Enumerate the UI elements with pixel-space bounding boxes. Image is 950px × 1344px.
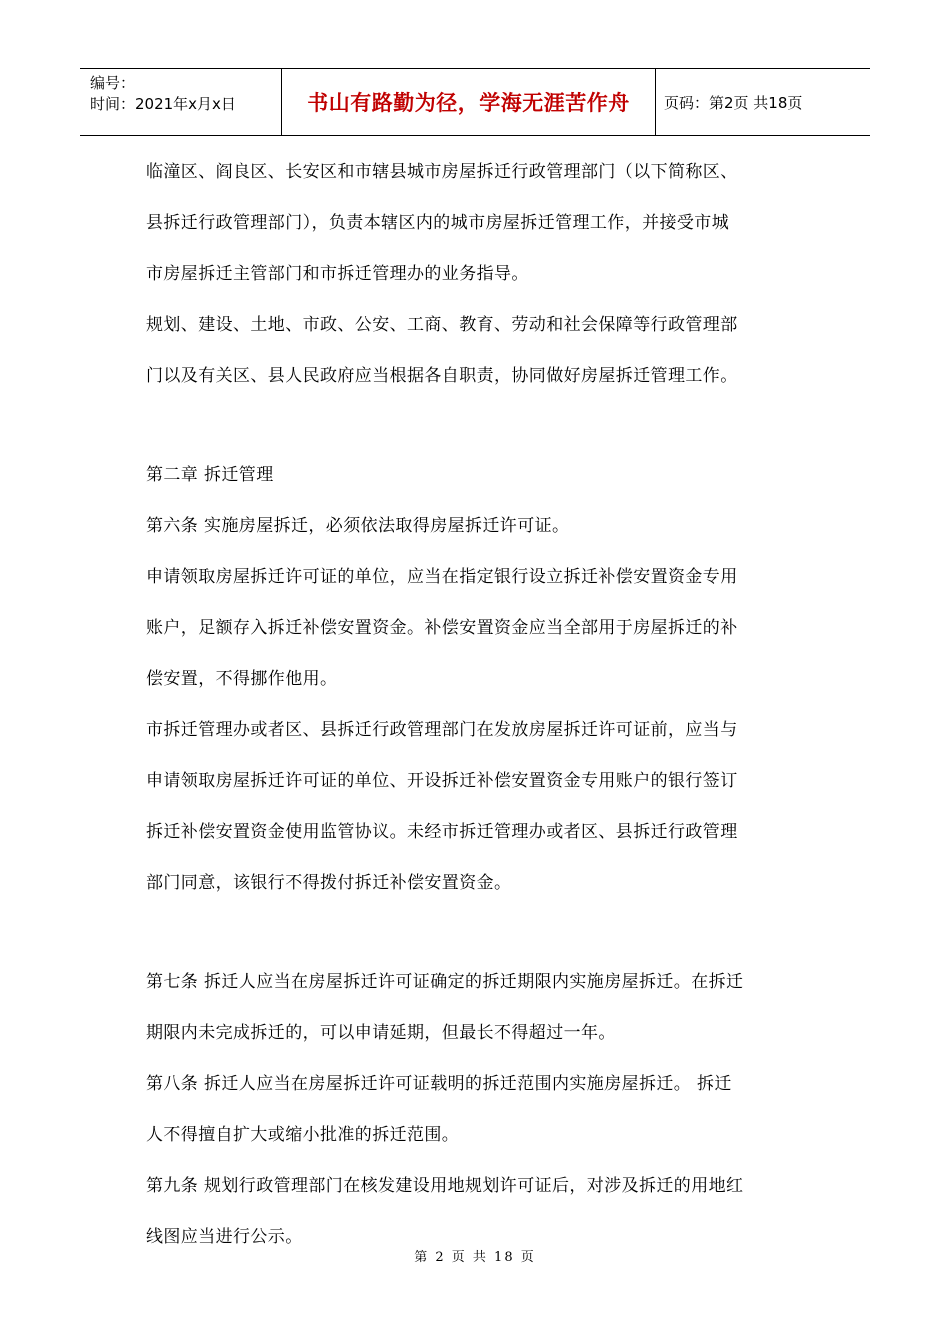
page-header	[80, 68, 870, 136]
body-line: 部门同意，该银行不得拨付拆迁补偿安置资金。	[146, 873, 512, 893]
paragraph-gap	[146, 909, 816, 957]
body-line: 市拆迁管理办或者区、县拆迁行政管理部门在发放房屋拆迁许可证前，应当与	[146, 720, 738, 740]
body-line: 线图应当进行公示。	[146, 1227, 303, 1247]
body-line: 申请领取房屋拆迁许可证的单位、开设拆迁补偿安置资金专用账户的银行签订	[146, 771, 738, 791]
body-line: 临潼区、阎良区、长安区和市辖县城市房屋拆迁行政管理部门（以下简称区、	[146, 162, 738, 182]
header-motto: 书山有路勤为径，学海无涯苦作舟	[282, 69, 656, 135]
article-line: 第六条 实施房屋拆迁，必须依法取得房屋拆迁许可证。	[146, 516, 570, 536]
body-line: 规划、建设、土地、市政、公安、工商、教育、劳动和社会保障等行政管理部	[146, 315, 738, 335]
body-line: 人不得擅自扩大或缩小批准的拆迁范围。	[146, 1125, 460, 1145]
document-date-label: 时间：2021年x月x日	[90, 95, 236, 113]
header-meta	[80, 69, 282, 135]
body-line: 期限内未完成拆迁的，可以申请延期，但最长不得超过一年。	[146, 1023, 616, 1043]
paragraph-gap	[146, 402, 816, 450]
article-line: 第九条 规划行政管理部门在核发建设用地规划许可证后，对涉及拆迁的用地红	[146, 1176, 744, 1196]
page-footer: 第 2 页 共 18 页	[414, 1250, 536, 1265]
document-body	[146, 147, 816, 1263]
article-line: 第七条 拆迁人应当在房屋拆迁许可证确定的拆迁期限内实施房屋拆迁。在拆迁	[146, 972, 744, 992]
body-line: 县拆迁行政管理部门），负责本辖区内的城市房屋拆迁管理工作，并接受市城	[146, 213, 730, 233]
body-line: 市房屋拆迁主管部门和市拆迁管理办的业务指导。	[146, 264, 529, 284]
body-line: 门以及有关区、县人民政府应当根据各自职责，协同做好房屋拆迁管理工作。	[146, 366, 738, 386]
chapter-heading: 第二章 拆迁管理	[146, 465, 274, 485]
body-line: 拆迁补偿安置资金使用监管协议。未经市拆迁管理办或者区、县拆迁行政管理	[146, 822, 738, 842]
body-line: 账户，足额存入拆迁补偿安置资金。补偿安置资金应当全部用于房屋拆迁的补	[146, 618, 738, 638]
document-number-label: 编号：	[90, 74, 136, 92]
header-page-info: 页码：第2页 共18页	[664, 93, 803, 112]
article-line: 第八条 拆迁人应当在房屋拆迁许可证载明的拆迁范围内实施房屋拆迁。 拆迁	[146, 1074, 732, 1094]
body-line: 偿安置，不得挪作他用。	[146, 669, 338, 689]
body-line: 申请领取房屋拆迁许可证的单位，应当在指定银行设立拆迁补偿安置资金专用	[146, 567, 738, 587]
